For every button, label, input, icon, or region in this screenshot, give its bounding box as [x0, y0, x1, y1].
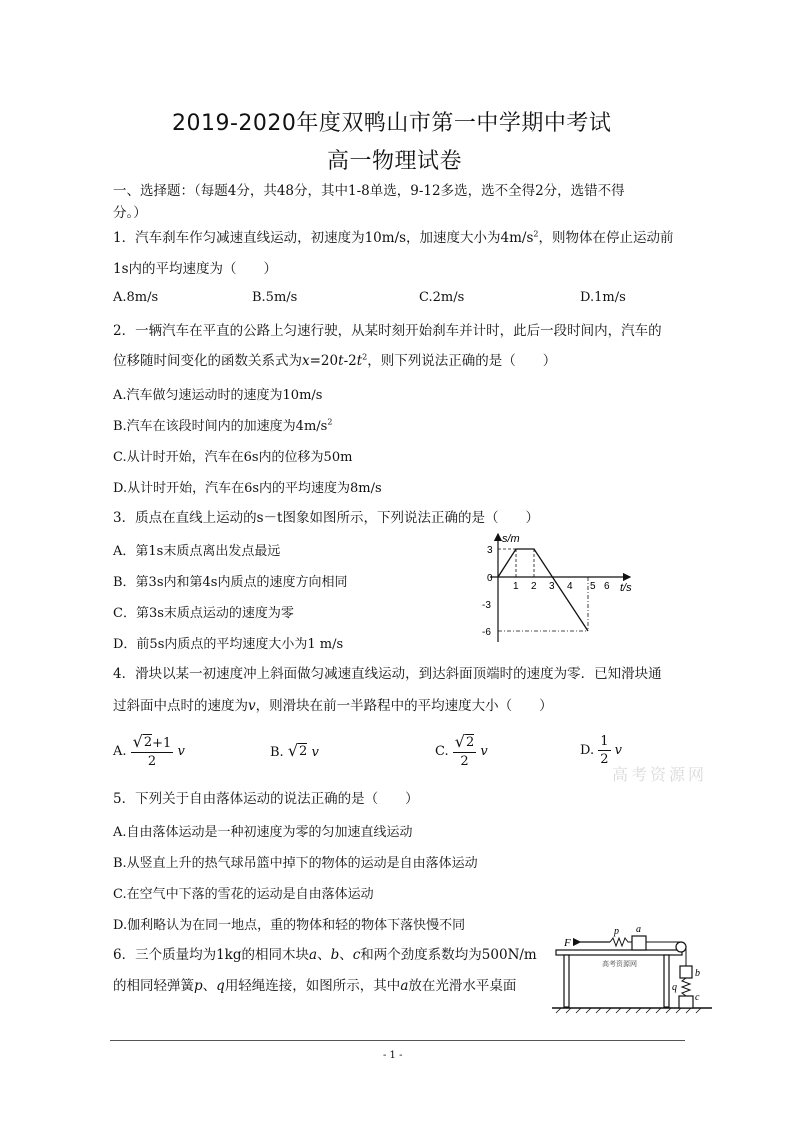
block-a — [632, 936, 646, 950]
q1-stem-cont: 1s内的平均速度为（ ） — [113, 261, 278, 277]
x-tick-2: 2 — [531, 581, 537, 592]
q1-stem: 1．汽车刹车作匀减速直线运动，初速度为10m/s，加速度大小为$4m/s^2$，则物体在停止运动前 — [113, 229, 674, 246]
q5-stem: 5．下列关于自由落体运动的说法正确的是（ ） — [113, 791, 419, 807]
exam-subtitle: 高一物理试卷 — [327, 149, 463, 174]
block-c-label: c — [695, 992, 700, 1003]
q2-stem: 2．一辆汽车在平直的公路上匀速行驶，从某时刻开始刹车并计时，此后一段时间内，汽车的 — [113, 323, 662, 339]
x-tick-5: 5 — [590, 581, 596, 592]
q3-option-b: B．第3s内和第4s内质点的速度方向相同 — [113, 575, 348, 590]
q2-option-a: A.汽车做匀速运动时的速度为10m/s — [113, 388, 323, 403]
q1-option-b: B.5m/s — [252, 290, 298, 305]
q3-option-a: A．第1s末质点离出发点最远 — [113, 544, 281, 559]
q3-stem: 3．质点在直线上运动的s－t图象如图所示，下列说法正确的是（ ） — [113, 510, 539, 526]
q4-stem: 4．滑块以某一初速度冲上斜面做匀减速直线运动，到达斜面顶端时的速度为零．已知滑块通 — [113, 666, 662, 682]
block-b-label: b — [695, 968, 700, 979]
q2-option-b: B.汽车在该段时间内的加速度为$4m/s^2$ — [113, 417, 333, 434]
q4-option-c: C. √ 2 2 v — [435, 732, 488, 769]
q4-stem-cont: 过斜面中点时的速度为v，则滑块在前一半路程中的平均速度大小（ ） — [113, 698, 553, 714]
spring-q — [682, 978, 690, 996]
section-instructions-cont: 分。） — [113, 205, 147, 221]
block-a-label: a — [636, 924, 641, 935]
q4-option-b: B. √ 2 v — [270, 741, 319, 760]
exam-title: 2019-2020年度双鸭山市第一中学期中考试 — [172, 111, 612, 136]
y-tick-0: 0 — [487, 573, 493, 584]
x-tick-6: 6 — [604, 581, 610, 592]
q6-stem-cont: 的相同轻弹簧p、q用轻绳连接，如图所示，其中a放在光滑水平桌面 — [113, 978, 517, 994]
q5-option-d: D.伽利略认为在同一地点，重的物体和轻的物体下落快慢不同 — [113, 918, 466, 933]
spring-q-label: q — [672, 982, 677, 993]
q1-option-c: C.2m/s — [419, 290, 465, 305]
q6-spring-figure — [552, 920, 712, 1016]
q6-stem: 6．三个质量均为1kg的相同木块a、b、c和两个劲度系数均为500N/m — [113, 947, 537, 963]
q5-option-c: C.在空气中下落的雪花的运动是自由落体运动 — [113, 887, 374, 902]
footer-rule — [110, 1040, 685, 1041]
section-instructions: 一、选择题：（每题4分，共48分，其中1-8单选，9-12多选，选不全得2分，选错不得 — [113, 183, 625, 199]
watermark: 高考资源网 — [612, 765, 708, 784]
x-tick-1: 1 — [513, 581, 519, 592]
q2-option-c: C.从计时开始，汽车在6s内的位移为50m — [113, 450, 353, 465]
q1-option-d: D.1m/s — [580, 290, 626, 305]
spring-p — [610, 938, 632, 946]
x-axis-label: t/s — [620, 582, 632, 594]
block-b — [680, 966, 692, 978]
st-line — [498, 549, 588, 631]
q3-st-graph — [470, 528, 640, 648]
y-tick-neg6: -6 — [482, 627, 491, 638]
q4-option-d: D. $\frac{1}{2}$ v — [580, 734, 623, 767]
table-top — [556, 950, 682, 955]
table-leg-left — [564, 955, 569, 1007]
x-tick-3: 3 — [549, 581, 555, 592]
table-label: 高考资源网 — [602, 960, 637, 968]
ground-hatch — [556, 1008, 701, 1013]
x-tick-4: 4 — [567, 581, 573, 592]
q5-option-a: A.自由落体运动是一种初速度为零的匀加速直线运动 — [113, 825, 413, 840]
q5-option-b: B.从竖直上升的热气球吊篮中掉下的物体的运动是自由落体运动 — [113, 856, 478, 871]
q3-option-c: C．第3s末质点运动的速度为零 — [113, 606, 294, 621]
q3-option-d: D．前5s内质点的平均速度大小为1 m/s — [113, 637, 344, 652]
q2-stem-cont: 位移随时间变化的函数关系式为$x=20t-2t^2$，则下列说法正确的是（ ） — [113, 352, 557, 369]
y-tick-3: 3 — [487, 545, 493, 556]
q4-option-a: A. √ 2 +1 2 v — [113, 732, 185, 769]
q2-option-d: D.从计时开始，汽车在6s内的平均速度为8m/s — [113, 481, 382, 496]
page-number: - 1 - — [383, 1050, 403, 1061]
pulley — [676, 942, 686, 952]
y-axis-label: s/m — [502, 533, 520, 545]
table-leg-right — [664, 955, 669, 1007]
force-label: F — [564, 937, 571, 949]
q1-option-a: A.8m/s — [113, 290, 159, 305]
spring-p-label: p — [614, 926, 619, 937]
block-c — [679, 996, 693, 1008]
y-tick-neg3: -3 — [482, 600, 491, 611]
